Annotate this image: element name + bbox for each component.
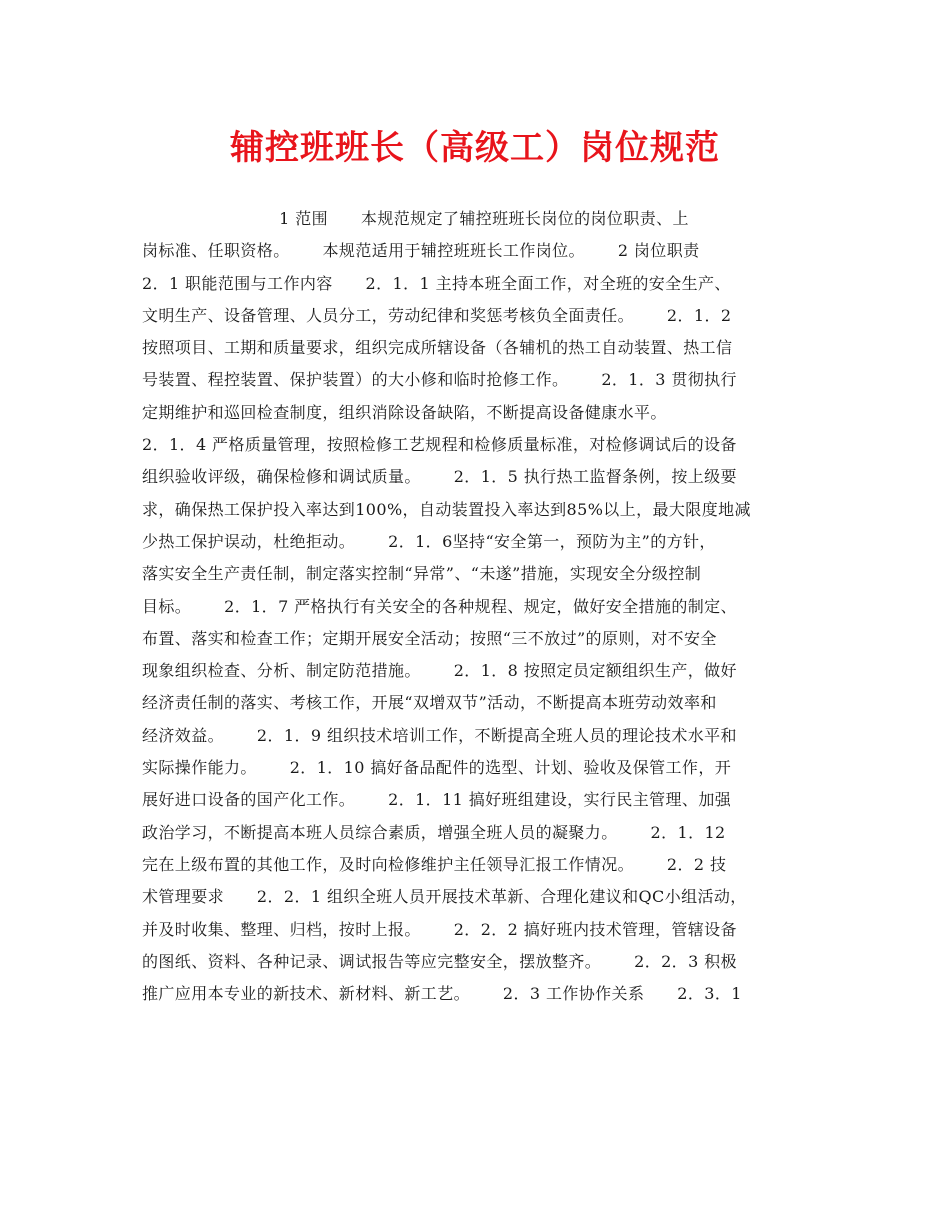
body-line: 落实安全生产责任制，制定落实控制“异常”、“未遂”措施，实现安全分级控制 — [142, 564, 702, 584]
body-line: 定期维护和巡回检查制度，组织消除设备缺陷，不断提高设备健康水平。 — [142, 402, 667, 422]
body-line: 的图纸、资料、各种记录、调试报告等应完整安全，摆放整齐。 2．2．3 积极 — [142, 951, 737, 971]
body-line: 布置、落实和检查工作；定期开展安全活动；按照“三不放过”的原则，对不安全 — [142, 628, 717, 648]
body-line: 岗标准、任职资格。 本规范适用于辅控班班长工作岗位。 2 岗位职责 — [142, 241, 700, 261]
body-line: 并及时收集、整理、归档，按时上报。 2．2．2 搞好班内技术管理，管辖设备 — [142, 919, 737, 939]
body-line: 政治学习，不断提高本班人员综合素质，增强全班人员的凝聚力。 2．1．12 — [142, 822, 726, 842]
body-line: 完在上级布置的其他工作，及时向检修维护主任领导汇报工作情况。 2．2 技 — [142, 854, 727, 874]
body-line: 1 范围 本规范规定了辅控班班长岗位的岗位职责、上 — [142, 209, 689, 228]
body-line: 号装置、程控装置、保护装置）的大小修和临时抢修工作。 2．1．3 贯彻执行 — [142, 370, 737, 390]
document-title: 辅控班班长（高级工）岗位规范 — [230, 128, 720, 168]
body-line: 展好进口设备的国产化工作。 2．1．11 搞好班组建设，实行民主管理、加强 — [142, 790, 732, 810]
document-body — [142, 203, 822, 1010]
body-line: 组织验收评级，确保检修和调试质量。 2．1．5 执行热工监督条例，按上级要 — [142, 467, 737, 487]
body-line: 现象组织检查、分析、制定防范措施。 2．1．8 按照定员定额组织生产，做好 — [142, 661, 737, 681]
body-line: 目标。 2．1．7 严格执行有关安全的各种规程、规定，做好安全措施的制定、 — [142, 596, 737, 616]
body-line: 少热工保护误动，杜绝拒动。 2．1．6坚持“安全第一，预防为主”的方针， — [142, 531, 716, 551]
body-line: 实际操作能力。 2．1．10 搞好备品配件的选型、计划、验收及保管工作，开 — [142, 758, 732, 778]
body-line: 按照项目、工期和质量要求，组织完成所辖设备（各辅机的热工自动装置、热工信 — [142, 338, 733, 358]
body-line: 经济效益。 2．1．9 组织技术培训工作，不断提高全班人员的理论技术水平和 — [142, 725, 737, 745]
body-line: 推广应用本专业的新技术、新材料、新工艺。 2．3 工作协作关系 2．3．1 — [142, 984, 742, 1004]
body-line: 术管理要求 2．2．1 组织全班人员开展技术革新、合理化建议和QC小组活动， — [142, 887, 747, 907]
body-line: 经济责任制的落实、考核工作，开展“双增双节”活动，不断提高本班劳动效率和 — [142, 693, 717, 713]
body-line: 文明生产、设备管理、人员分工，劳动纪律和奖惩考核负全面责任。 2．1．2 — [142, 305, 732, 325]
body-line: 2．1 职能范围与工作内容 2．1．1 主持本班全面工作，对全班的安全生产、 — [142, 273, 731, 293]
body-line: 2．1．4 严格质量管理，按照检修工艺规程和检修质量标准，对检修调试后的设备 — [142, 435, 737, 455]
body-line: 求，确保热工保护投入率达到100%，自动装置投入率达到85%以上，最大限度地减 — [142, 499, 751, 519]
